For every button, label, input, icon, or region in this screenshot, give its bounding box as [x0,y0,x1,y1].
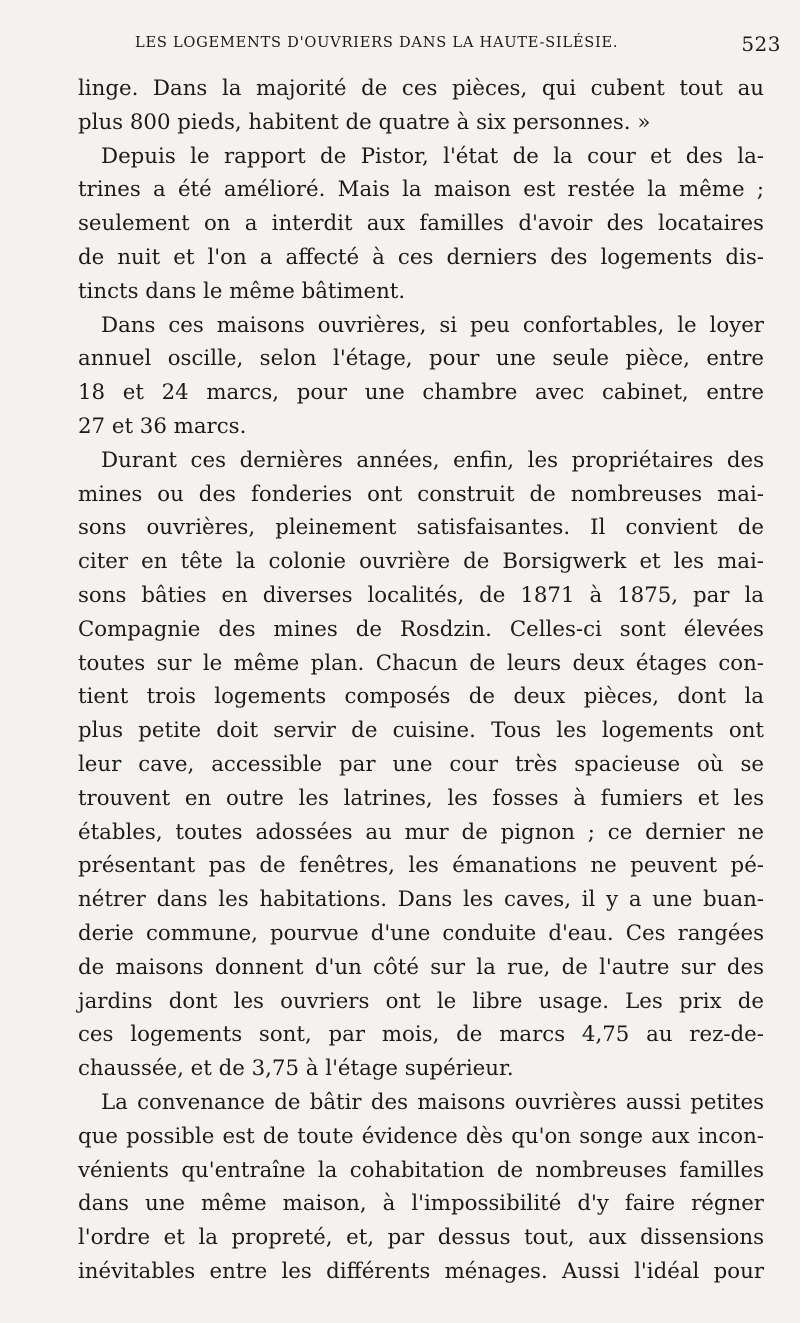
text-line: mines ou des fonderies ont construit de nombreuses mai- [78,481,764,507]
text-line: nétrer dans les habitations. Dans les caves, il y a une buan- [78,887,764,913]
text-line: plus 800 pieds, habitent de quatre à six personnes. » [78,109,651,135]
text-line: de nuit et l'on a affecté à ces derniers des logements dis- [78,244,764,270]
text-line: Dans ces maisons ouvrières, si peu confortables, le loyer [101,312,764,338]
text-line: tincts dans le même bâtiment. [78,278,406,304]
text-line: La convenance de bâtir des maisons ouvrières aussi petites [101,1089,764,1115]
text-line: 18 et 24 marcs, pour une chambre avec cabinet, entre [78,380,764,406]
text-line: citer en tête la colonie ouvrière de Borsigwerk et les mai- [78,549,764,575]
text-line: jardins dont les ouvriers ont le libre usage. Les prix de [78,988,764,1014]
text-line: l'ordre et la propreté, et, par dessus tout, aux dissensions [78,1225,764,1251]
page-number: 523 [741,32,781,56]
text-line: tient trois logements composés de deux pièces, dont la [78,684,764,710]
text-line: Compagnie des mines de Rosdzin. Celles-ci sont élevées [78,616,764,642]
text-line: Depuis le rapport de Pistor, l'état de la cour et des la- [101,143,764,169]
text-line: toutes sur le même plan. Chacun de leurs deux étages con- [78,650,764,676]
text-line: sons ouvrières, pleinement satisfaisantes. Il convient de [78,515,764,541]
text-line: présentant pas de fenêtres, les émanations ne peuvent pé- [78,853,764,879]
text-line: sons bâties en diverses localités, de 1871 à 1875, par la [78,582,764,608]
text-line: chaussée, et de 3,75 à l'étage supérieur. [78,1056,514,1082]
text-line: derie commune, pourvue d'une conduite d'eau. Ces rangées [78,920,764,946]
text-line: trines a été amélioré. Mais la maison est restée la même ; [78,177,764,203]
text-line: étables, toutes adossées au mur de pignon ; ce dernier ne [78,819,764,845]
text-line: vénients qu'entraîne la cohabitation de nombreuses familles [78,1157,764,1183]
text-line: Durant ces dernières années, enfin, les propriétaires des [101,447,764,473]
text-line: inévitables entre les différents ménages. Aussi l'idéal pour [78,1258,764,1284]
text-line: annuel oscille, selon l'étage, pour une seule pièce, entre [78,346,764,372]
text-line: de maisons donnent d'un côté sur la rue, de l'autre sur des [78,954,764,980]
text-line: dans une même maison, à l'impossibilité d'y faire régner [78,1191,764,1217]
body-text [78,72,764,1289]
text-line: 27 et 36 marcs. [78,413,247,439]
text-line: linge. Dans la majorité de ces pièces, qui cubent tout au [78,76,764,101]
text-line: que possible est de toute évidence dès qu'on songe aux incon- [78,1123,764,1149]
text-line: leur cave, accessible par une cour très spacieuse où se [78,751,764,777]
text-line: ces logements sont, par mois, de marcs 4,75 au rez-de- [78,1022,764,1048]
running-title: LES LOGEMENTS D'OUVRIERS DANS LA HAUTE-SILÉSIE. [135,34,619,51]
text-line: plus petite doit servir de cuisine. Tous les logements ont [78,718,764,744]
text-line: trouvent en outre les latrines, les fosses à fumiers et les [78,785,764,811]
text-line: seulement on a interdit aux familles d'avoir des locataires [78,211,764,237]
page-header [135,34,781,58]
